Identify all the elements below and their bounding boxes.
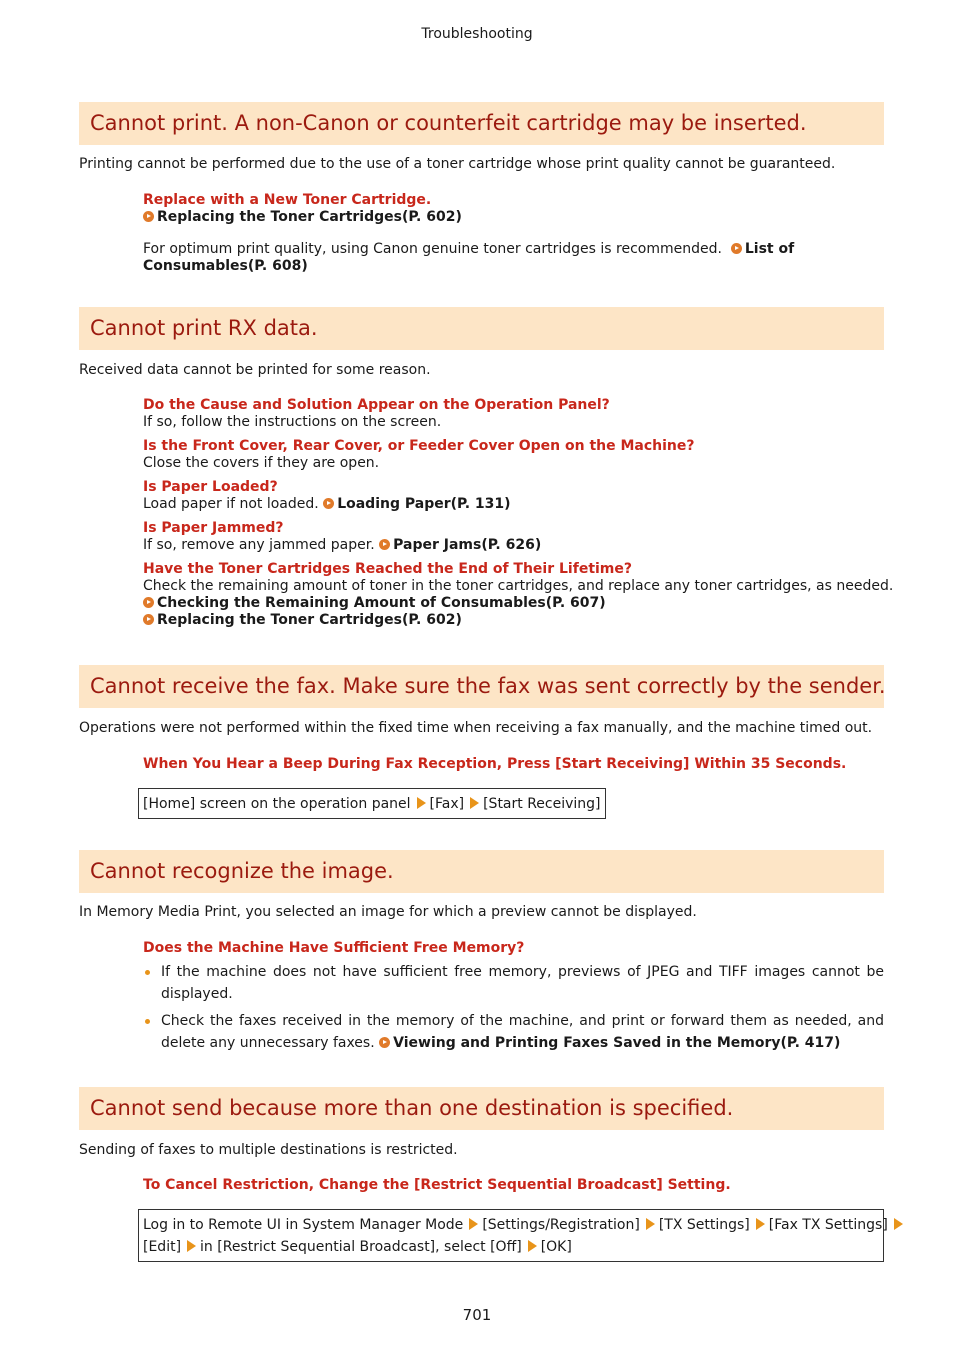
link-list-of-consumables[interactable]: List of — [731, 241, 794, 257]
triangle-arrow-icon — [894, 1218, 903, 1230]
link-viewing-printing-faxes[interactable]: Viewing and Printing Faxes Saved in the Memory(P. 417) — [379, 1035, 840, 1051]
solution-block — [143, 940, 884, 1054]
link-list-of-consumables-cont[interactable]: Consumables(P. 608) — [143, 258, 308, 274]
triangle-arrow-icon — [417, 797, 426, 809]
list-item — [143, 479, 884, 513]
section-description: Operations were not performed within the fixed time when receiving a fax manually, and the machine timed out. — [79, 720, 873, 736]
section-heading-multiple-destinations: Cannot send because more than one destination is specified. — [79, 1087, 884, 1130]
circle-arrow-icon — [143, 211, 154, 222]
link-replacing-toner[interactable]: Replacing the Toner Cartridges(P. 602) — [143, 612, 884, 629]
solution-block — [143, 1177, 884, 1194]
section-heading-rx-data: Cannot print RX data. — [79, 307, 884, 350]
link-loading-paper[interactable]: Loading Paper(P. 131) — [323, 496, 510, 512]
step: Log in to Remote UI in System Manager Mode — [143, 1217, 464, 1233]
step: [Home] screen on the operation panel — [143, 796, 411, 812]
list-item — [143, 561, 894, 629]
circle-arrow-icon — [143, 597, 154, 608]
dot-icon — [145, 1019, 150, 1024]
answer: Check the remaining amount of toner in the toner cartridges, and replace any toner cartridges, as needed. — [143, 578, 894, 594]
circle-arrow-icon — [379, 539, 390, 550]
step: in [Restrict Sequential Broadcast], select [Off] — [200, 1239, 522, 1255]
triangle-arrow-icon — [187, 1240, 196, 1252]
answer: If so, remove any jammed paper. — [143, 537, 375, 553]
link-paper-jams[interactable]: Paper Jams(P. 626) — [379, 537, 541, 553]
link-checking-consumables[interactable]: Checking the Remaining Amount of Consumables(P. 607) — [143, 595, 884, 612]
procedure-box — [138, 1209, 888, 1262]
step: [Edit] — [143, 1239, 182, 1255]
bullet-item: Check the faxes received in the memory of the machine, and print or forward them as needed, and delete any unnecessary faxes. Viewing and Printing Faxes Saved in the Memory(P. 417) — [143, 1010, 884, 1054]
link-replacing-toner[interactable]: Replacing the Toner Cartridges(P. 602) — [143, 209, 884, 226]
circle-arrow-icon — [143, 614, 154, 625]
solution-title: When You Hear a Beep During Fax Reception, Press [Start Receiving] Within 35 Seconds. — [143, 756, 847, 772]
circle-arrow-icon — [323, 498, 334, 509]
step: [Fax TX Settings] — [768, 1217, 888, 1233]
note-text: For optimum print quality, using Canon genuine toner cartridges is recommended. — [143, 241, 722, 257]
solution-title: Replace with a New Toner Cartridge. — [143, 192, 432, 208]
solution-title: To Cancel Restriction, Change the [Restrict Sequential Broadcast] Setting. — [143, 1177, 731, 1193]
note-block — [143, 241, 884, 275]
section-heading-cannot-receive-fax: Cannot receive the fax. Make sure the fax was sent correctly by the sender. — [79, 665, 884, 708]
bullet-item: If the machine does not have sufficient free memory, previews of JPEG and TIFF images cannot be displayed. — [143, 961, 884, 1005]
list-item — [143, 438, 884, 472]
step: [TX Settings] — [658, 1217, 750, 1233]
question: Do the Cause and Solution Appear on the Operation Panel? — [143, 397, 610, 413]
triangle-arrow-icon — [469, 1218, 478, 1230]
step: [Fax] — [429, 796, 465, 812]
section-description: Printing cannot be performed due to the use of a toner cartridge whose print quality cannot be guaranteed. — [79, 156, 836, 172]
solution-title: Does the Machine Have Sufficient Free Memory? — [143, 940, 525, 956]
triangle-arrow-icon — [646, 1218, 655, 1230]
page-number: 701 — [462, 1306, 492, 1324]
triangle-arrow-icon — [756, 1218, 765, 1230]
question: Is Paper Loaded? — [143, 479, 278, 495]
question: Is Paper Jammed? — [143, 520, 284, 536]
step: [Start Receiving] — [483, 796, 601, 812]
triangle-arrow-icon — [470, 797, 479, 809]
procedure-box — [138, 788, 606, 819]
circle-arrow-icon — [731, 243, 742, 254]
section-description: In Memory Media Print, you selected an image for which a preview cannot be displayed. — [79, 904, 697, 920]
question: Have the Toner Cartridges Reached the End of Their Lifetime? — [143, 561, 633, 577]
question: Is the Front Cover, Rear Cover, or Feeder Cover Open on the Machine? — [143, 438, 695, 454]
triangle-arrow-icon — [528, 1240, 537, 1252]
answer: If so, follow the instructions on the screen. — [143, 414, 442, 430]
answer: Load paper if not loaded. — [143, 496, 319, 512]
checklist — [143, 397, 894, 636]
step: [Settings/Registration] — [482, 1217, 640, 1233]
section-heading-cannot-recognize-image: Cannot recognize the image. — [79, 850, 884, 893]
running-header: Troubleshooting — [421, 26, 533, 42]
step: [OK] — [540, 1239, 572, 1255]
answer: Close the covers if they are open. — [143, 455, 380, 471]
circle-arrow-icon — [379, 1037, 390, 1048]
solution-block — [143, 756, 884, 773]
section-description: Sending of faxes to multiple destinations is restricted. — [79, 1142, 458, 1158]
list-item — [143, 397, 884, 431]
section-description: Received data cannot be printed for some reason. — [79, 362, 431, 378]
list-item — [143, 520, 884, 554]
solution-block — [143, 192, 884, 226]
dot-icon — [145, 970, 150, 975]
section-heading-counterfeit-cartridge: Cannot print. A non-Canon or counterfeit cartridge may be inserted. — [79, 102, 884, 145]
